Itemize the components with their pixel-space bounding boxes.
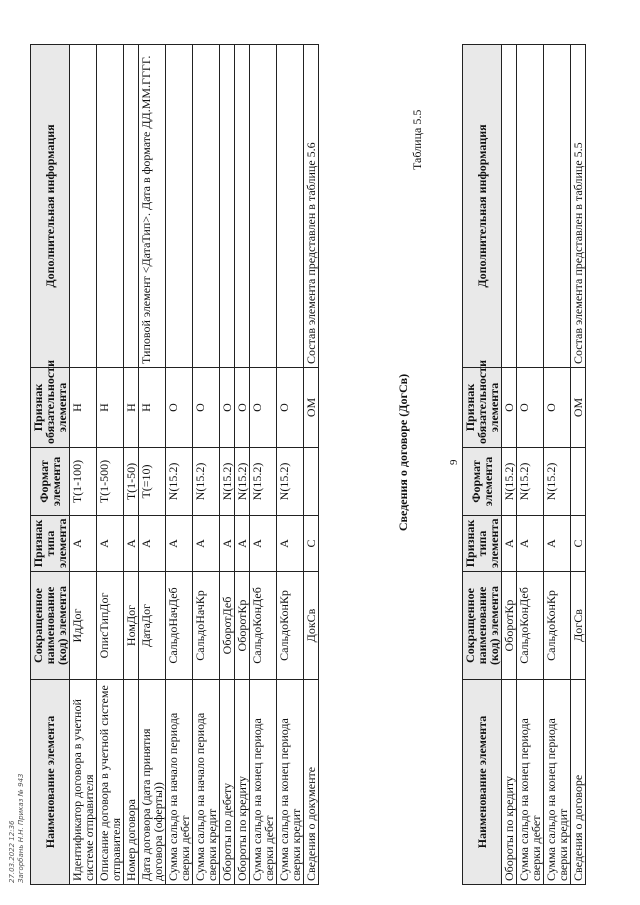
cell-code: ДатаДог: [139, 572, 166, 680]
cell-code: СальдоНачДеб: [166, 572, 193, 680]
cell-required: О: [166, 368, 193, 448]
cell-format: N(15.2): [235, 448, 250, 516]
cell-info: [166, 45, 193, 368]
cell-name: Сумма сальдо на начало периода сверки кредит: [193, 680, 220, 885]
table-row: [517, 45, 544, 885]
cell-code: СальдоКонДеб: [517, 572, 544, 680]
cell-code: ИдДог: [70, 572, 97, 680]
cell-code: СальдоНачКр: [193, 572, 220, 680]
cell-format: N(15.2): [250, 448, 277, 516]
cell-format: N(15.2): [544, 448, 571, 516]
cell-type: А: [166, 516, 193, 572]
cell-format: N(15.2): [220, 448, 235, 516]
cell-code: ДокСв: [304, 572, 319, 680]
cell-required: ОМ: [571, 368, 586, 448]
cell-required: О: [277, 368, 304, 448]
table-row: [166, 45, 193, 885]
cell-required: О: [517, 368, 544, 448]
cell-name: Описание договора в учетной системе отправителя: [97, 680, 124, 885]
cell-format: T(1-50): [124, 448, 139, 516]
cell-code: ОборотДеб: [220, 572, 235, 680]
table-row: [220, 45, 235, 885]
table2-header-row: [31, 45, 70, 885]
cell-required: О: [220, 368, 235, 448]
cell-type: С: [304, 516, 319, 572]
cell-required: Н: [124, 368, 139, 448]
cell-type: А: [193, 516, 220, 572]
header-name: Наименование элемента: [463, 680, 502, 885]
cell-name: Обороты по кредиту: [235, 680, 250, 885]
table-row: [502, 45, 517, 885]
cell-required: О: [502, 368, 517, 448]
cell-name: Обороты по кредиту: [502, 680, 517, 885]
cell-info: Состав элемента представлен в таблице 5.5: [571, 45, 586, 368]
cell-required: О: [235, 368, 250, 448]
table-row: [304, 45, 319, 885]
cell-type: А: [544, 516, 571, 572]
cell-type: А: [277, 516, 304, 572]
cell-name: Дата договора (дата принятия договора (оферты)): [139, 680, 166, 885]
cell-format: [304, 448, 319, 516]
cell-required: О: [193, 368, 220, 448]
cell-info: Состав элемента представлен в таблице 5.6: [304, 45, 319, 368]
scan-stamp: [8, 773, 26, 883]
header-required: Признак обязательности элемента: [31, 368, 70, 448]
cell-info: [220, 45, 235, 368]
cell-type: А: [97, 516, 124, 572]
cell-type: А: [124, 516, 139, 572]
table-title: Сведения о договоре (ДогСв): [396, 373, 410, 532]
cell-code: ОборотКр: [235, 572, 250, 680]
cell-required: Н: [139, 368, 166, 448]
header-code: Сокращенное наименование (код) элемента: [31, 572, 70, 680]
table-row: [139, 45, 166, 885]
cell-required: ОМ: [304, 368, 319, 448]
cell-name: Сумма сальдо на конец периода сверки кредит: [544, 680, 571, 885]
cell-info: Типовой элемент <ДатаТип>. Дата в формате ДД.ММ.ГГГГ.: [139, 45, 166, 368]
cell-format: N(15.2): [277, 448, 304, 516]
cell-required: Н: [70, 368, 97, 448]
cell-code: СальдоКонДеб: [250, 572, 277, 680]
header-type: Признак типа элемента: [31, 516, 70, 572]
table-row: [235, 45, 250, 885]
header-format: Формат элемента: [463, 448, 502, 516]
cell-type: А: [502, 516, 517, 572]
cell-info: [193, 45, 220, 368]
cell-info: [502, 45, 517, 368]
cell-type: А: [250, 516, 277, 572]
header-name: Наименование элемента: [31, 680, 70, 885]
cell-format: N(15.2): [193, 448, 220, 516]
cell-name: Сведения о документе: [304, 680, 319, 885]
table-continuation: [462, 44, 586, 885]
header-info: Дополнительная информация: [31, 45, 70, 368]
header-info: Дополнительная информация: [463, 45, 502, 368]
cell-info: [544, 45, 571, 368]
table-5-5: [30, 44, 319, 885]
cell-type: А: [139, 516, 166, 572]
cell-info: [517, 45, 544, 368]
cell-format: N(15.2): [517, 448, 544, 516]
cell-format: N(15.2): [502, 448, 517, 516]
cell-code: СальдоКонКр: [277, 572, 304, 680]
cell-code: ДогСв: [571, 572, 586, 680]
table-row: [193, 45, 220, 885]
table-row: [250, 45, 277, 885]
header-code: Сокращенное наименование (код) элемента: [463, 572, 502, 680]
table-row: [571, 45, 586, 885]
cell-type: С: [571, 516, 586, 572]
cell-info: [124, 45, 139, 368]
table-row: [97, 45, 124, 885]
header-type: Признак типа элемента: [463, 516, 502, 572]
cell-info: [97, 45, 124, 368]
cell-name: Сумма сальдо на конец периода сверки дебет: [517, 680, 544, 885]
cell-required: Н: [97, 368, 124, 448]
table-row: [70, 45, 97, 885]
cell-format: T(1-500): [97, 448, 124, 516]
header-required: Признак обязательности элемента: [463, 368, 502, 448]
cell-code: ОборотКр: [502, 572, 517, 680]
stamp-line-1: 27.03.2022 12:36: [8, 820, 16, 883]
cell-name: Сведения о договоре: [571, 680, 586, 885]
table-row: [277, 45, 304, 885]
cell-format: T(=10): [139, 448, 166, 516]
table-row: [544, 45, 571, 885]
header-format: Формат элемента: [31, 448, 70, 516]
cell-format: N(15.2): [166, 448, 193, 516]
table-row: [124, 45, 139, 885]
cell-format: T(1-100): [70, 448, 97, 516]
cell-name: Сумма сальдо на начало периода сверки дебет: [166, 680, 193, 885]
cell-name: Сумма сальдо на конец периода сверки кредит: [277, 680, 304, 885]
cell-name: Идентификатор договора в учетной системе отправителя: [70, 680, 97, 885]
table-number: Таблица 5.5: [410, 109, 424, 170]
stamp-line-2: Загорбань Н.Н. Приказ № 943: [17, 773, 25, 883]
cell-type: А: [220, 516, 235, 572]
cell-type: А: [517, 516, 544, 572]
cell-name: Номер договора: [124, 680, 139, 885]
table1-header-row: [463, 45, 502, 885]
cell-type: А: [235, 516, 250, 572]
cell-info: [250, 45, 277, 368]
cell-code: СальдоКонКр: [544, 572, 571, 680]
cell-code: НомДог: [124, 572, 139, 680]
cell-info: [277, 45, 304, 368]
page-number: 9: [448, 459, 460, 465]
cell-info: [70, 45, 97, 368]
cell-format: [571, 448, 586, 516]
cell-type: А: [70, 516, 97, 572]
cell-required: О: [250, 368, 277, 448]
cell-code: ОписТипДог: [97, 572, 124, 680]
cell-info: [235, 45, 250, 368]
cell-name: Обороты по дебету: [220, 680, 235, 885]
cell-name: Сумма сальдо на конец периода сверки дебет: [250, 680, 277, 885]
cell-required: О: [544, 368, 571, 448]
